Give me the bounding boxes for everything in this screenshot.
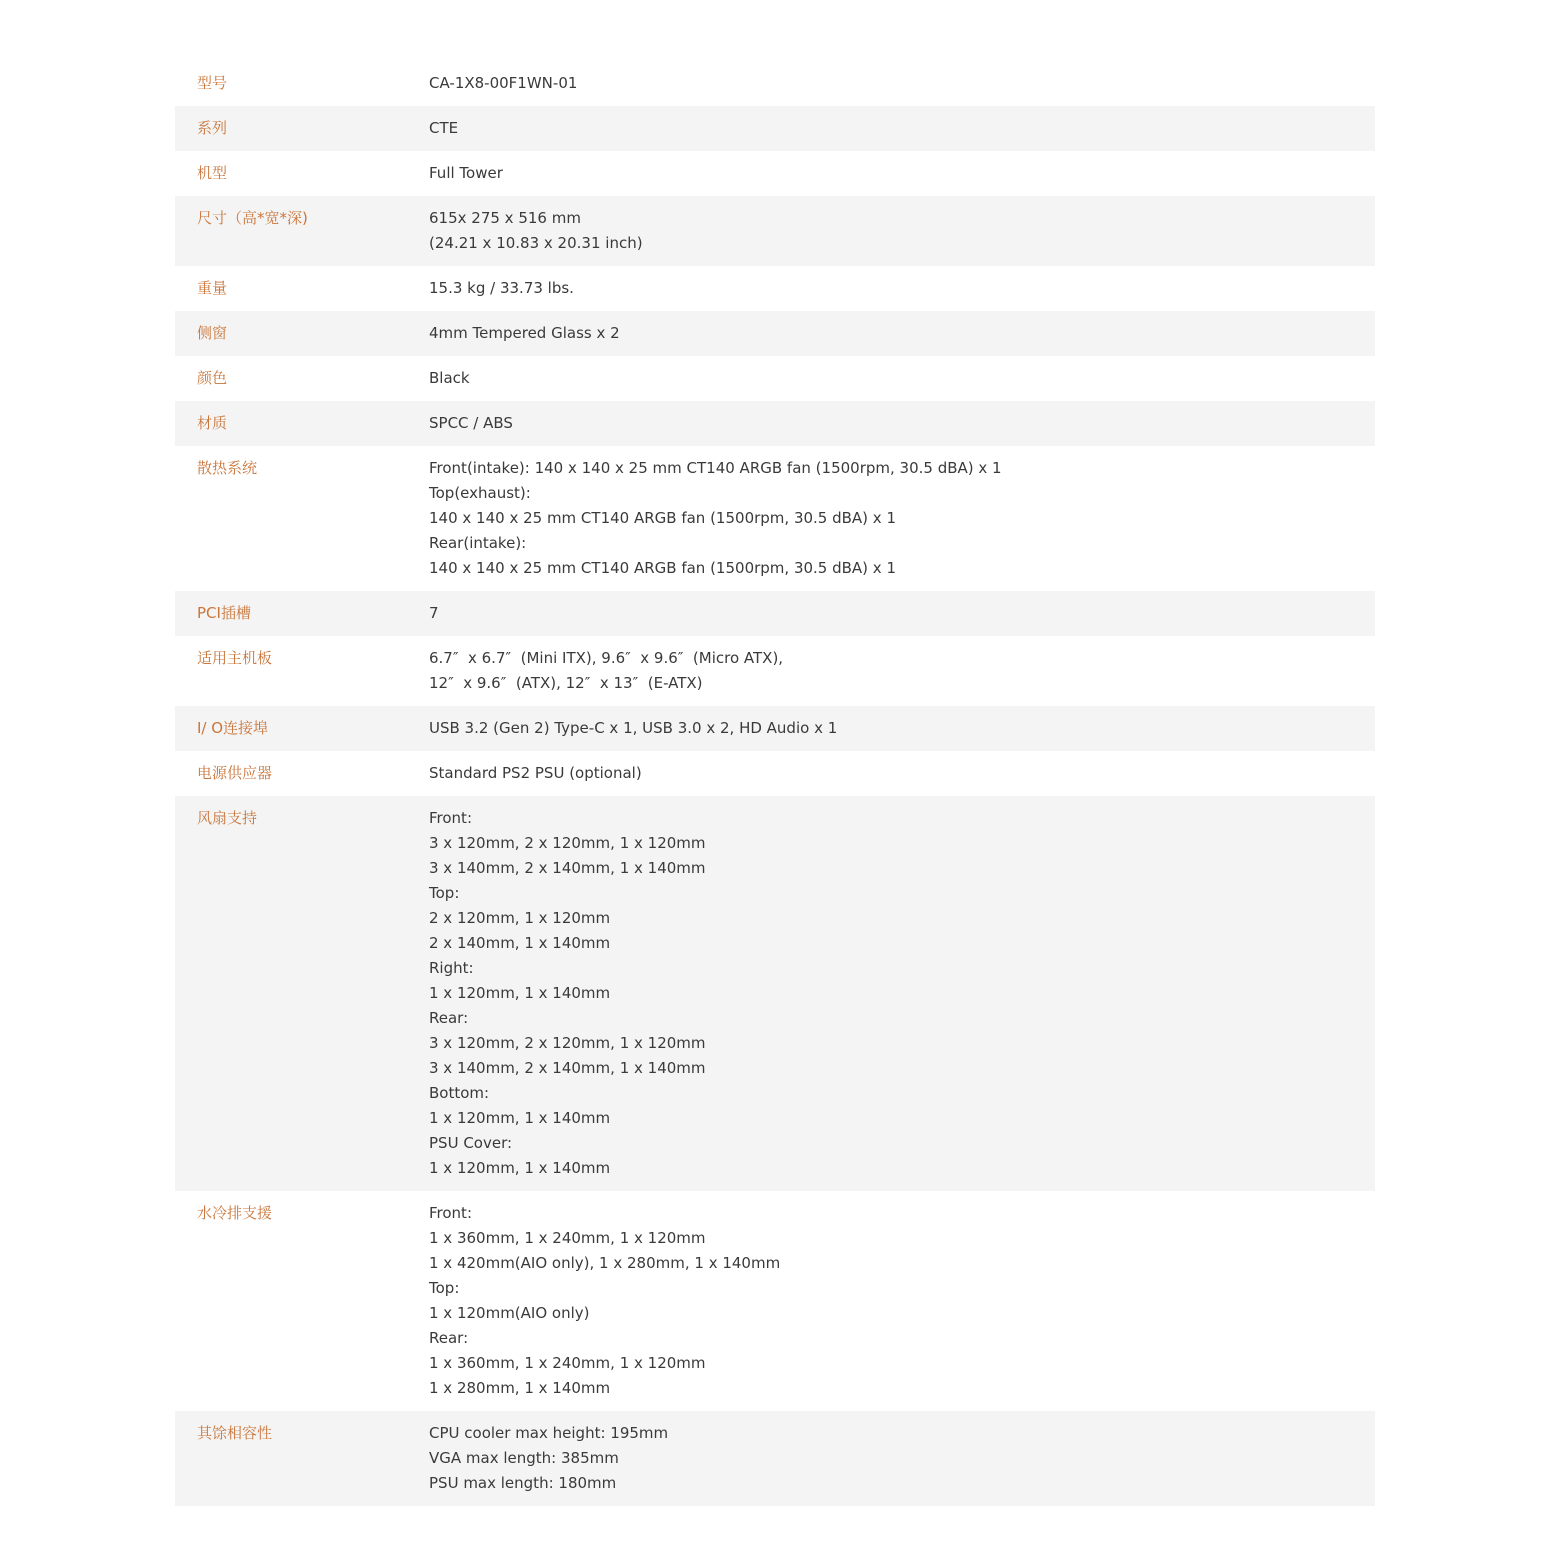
spec-value xyxy=(429,601,1375,626)
spec-value xyxy=(429,161,1375,186)
spec-value-line: 1 x 360mm, 1 x 240mm, 1 x 120mm xyxy=(429,1229,706,1247)
spec-value xyxy=(429,366,1375,391)
spec-value-line: 1 x 120mm, 1 x 140mm xyxy=(429,984,611,1002)
spec-label: 尺寸（高*宽*深) xyxy=(197,209,308,227)
spec-value-line: 15.3 kg / 33.73 lbs. xyxy=(429,279,574,297)
spec-value-line: Top: xyxy=(429,884,460,902)
spec-row xyxy=(175,151,1375,196)
spec-value xyxy=(429,1421,1375,1496)
spec-row xyxy=(175,61,1375,106)
spec-value-line: Rear: xyxy=(429,1329,469,1347)
spec-label: 系列 xyxy=(197,119,228,137)
spec-value-line: Black xyxy=(429,369,470,387)
spec-value-line: 6.7″ x 6.7″ (Mini ITX), 9.6″ x 9.6″ (Micro ATX), xyxy=(429,649,784,667)
spec-value xyxy=(429,321,1375,346)
spec-row xyxy=(175,1411,1375,1506)
spec-row xyxy=(175,311,1375,356)
spec-value-line: 3 x 140mm, 2 x 140mm, 1 x 140mm xyxy=(429,859,706,877)
spec-value xyxy=(429,456,1375,581)
spec-label: 侧窗 xyxy=(197,324,228,342)
spec-value-line: 140 x 140 x 25 mm CT140 ARGB fan (1500rpm, 30.5 dBA) x 1 xyxy=(429,509,896,527)
spec-value-line: 3 x 120mm, 2 x 120mm, 1 x 120mm xyxy=(429,834,706,852)
spec-value xyxy=(429,716,1375,741)
spec-value-line: Full Tower xyxy=(429,164,503,182)
spec-value-line: 4mm Tempered Glass x 2 xyxy=(429,324,620,342)
spec-label: 其馀相容性 xyxy=(197,1424,273,1442)
spec-value-line: Standard PS2 PSU (optional) xyxy=(429,764,642,782)
spec-value-line: Right: xyxy=(429,959,474,977)
spec-value-line: 140 x 140 x 25 mm CT140 ARGB fan (1500rpm, 30.5 dBA) x 1 xyxy=(429,559,896,577)
spec-value xyxy=(429,761,1375,786)
spec-value-line: PSU Cover: xyxy=(429,1134,513,1152)
spec-value-line: PSU max length: 180mm xyxy=(429,1474,617,1492)
spec-value-line: (24.21 x 10.83 x 20.31 inch) xyxy=(429,234,643,252)
spec-label: 颜色 xyxy=(197,369,228,387)
spec-value-line: CTE xyxy=(429,119,459,137)
spec-value-line: 615x 275 x 516 mm xyxy=(429,209,581,227)
spec-label: 材质 xyxy=(197,414,228,432)
spec-value-line: VGA max length: 385mm xyxy=(429,1449,619,1467)
spec-row xyxy=(175,266,1375,311)
spec-value-line: USB 3.2 (Gen 2) Type-C x 1, USB 3.0 x 2, HD Audio x 1 xyxy=(429,719,838,737)
spec-value-line: 1 x 120mm, 1 x 140mm xyxy=(429,1109,611,1127)
spec-row xyxy=(175,796,1375,1191)
spec-value-line: 1 x 120mm(AIO only) xyxy=(429,1304,590,1322)
spec-value xyxy=(429,206,1375,256)
spec-row xyxy=(175,356,1375,401)
spec-row xyxy=(175,1191,1375,1411)
spec-value xyxy=(429,411,1375,436)
spec-value-line: Top(exhaust): xyxy=(429,484,531,502)
spec-label: 重量 xyxy=(197,279,228,297)
spec-value-line: Front: xyxy=(429,809,472,827)
spec-row xyxy=(175,636,1375,706)
spec-label: 机型 xyxy=(197,164,228,182)
spec-value-line: Top: xyxy=(429,1279,460,1297)
spec-value-line: Front(intake): 140 x 140 x 25 mm CT140 ARGB fan (1500rpm, 30.5 dBA) x 1 xyxy=(429,459,1002,477)
spec-row xyxy=(175,196,1375,266)
spec-value-line: CA-1X8-00F1WN-01 xyxy=(429,74,578,92)
spec-value xyxy=(429,116,1375,141)
spec-value-line: CPU cooler max height: 195mm xyxy=(429,1424,669,1442)
spec-row xyxy=(175,591,1375,636)
spec-value-line: 1 x 280mm, 1 x 140mm xyxy=(429,1379,611,1397)
spec-label: 风扇支持 xyxy=(197,809,258,827)
spec-label: 水冷排支援 xyxy=(197,1204,273,1222)
spec-value xyxy=(429,646,1375,696)
spec-row xyxy=(175,446,1375,591)
spec-row xyxy=(175,106,1375,151)
spec-value-line: 3 x 140mm, 2 x 140mm, 1 x 140mm xyxy=(429,1059,706,1077)
spec-value-line: 12″ x 9.6″ (ATX), 12″ x 13″ (E-ATX) xyxy=(429,674,703,692)
spec-label: 电源供应器 xyxy=(197,764,273,782)
spec-value xyxy=(429,806,1375,1181)
spec-label: 型号 xyxy=(197,74,228,92)
spec-label: 散热系统 xyxy=(197,459,258,477)
spec-value-line: SPCC / ABS xyxy=(429,414,513,432)
spec-value-line: Rear: xyxy=(429,1009,469,1027)
spec-value-line: Bottom: xyxy=(429,1084,490,1102)
spec-value-line: 1 x 420mm(AIO only), 1 x 280mm, 1 x 140mm xyxy=(429,1254,781,1272)
spec-row xyxy=(175,751,1375,796)
spec-label: I/ O连接埠 xyxy=(197,719,269,737)
spec-row xyxy=(175,706,1375,751)
spec-label: 适用主机板 xyxy=(197,649,273,667)
spec-value xyxy=(429,276,1375,301)
spec-value-line: 7 xyxy=(429,604,439,622)
spec-label: PCI插槽 xyxy=(197,604,251,622)
spec-value xyxy=(429,71,1375,96)
spec-value-line: 2 x 140mm, 1 x 140mm xyxy=(429,934,611,952)
spec-value-line: Front: xyxy=(429,1204,472,1222)
spec-value-line: 3 x 120mm, 2 x 120mm, 1 x 120mm xyxy=(429,1034,706,1052)
spec-value-line: Rear(intake): xyxy=(429,534,527,552)
spec-table xyxy=(175,61,1375,1506)
spec-value-line: 1 x 120mm, 1 x 140mm xyxy=(429,1159,611,1177)
spec-row xyxy=(175,401,1375,446)
spec-value-line: 2 x 120mm, 1 x 120mm xyxy=(429,909,611,927)
spec-value xyxy=(429,1201,1375,1401)
spec-value-line: 1 x 360mm, 1 x 240mm, 1 x 120mm xyxy=(429,1354,706,1372)
